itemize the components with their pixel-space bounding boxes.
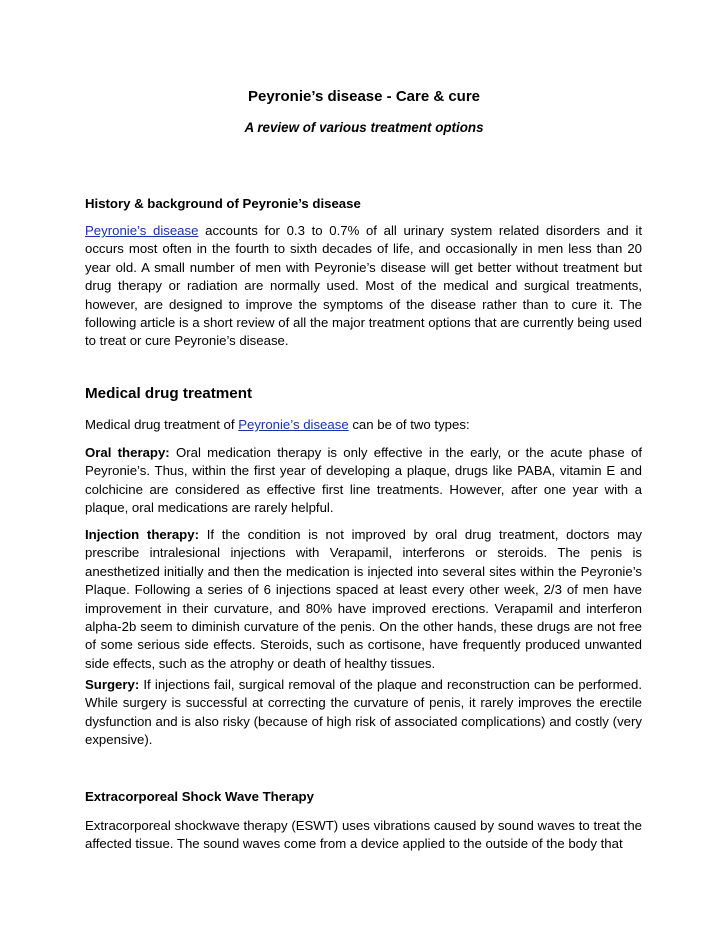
document-title: Peyronie’s disease - Care & cure bbox=[247, 88, 481, 105]
injection-therapy-label: Injection therapy: bbox=[85, 527, 199, 542]
peyronies-disease-link[interactable]: Peyronie’s disease bbox=[85, 223, 199, 238]
history-heading: History & background of Peyronie’s disease bbox=[85, 196, 361, 211]
surgery-text: If injections fail, surgical removal of the plaque and reconstruction can be performed. While surgery is successful at correcting the curvature of penis, it rarely improves the erectile dysfunction and is also risky (because of high risk of associated complications) and costly (very expensive). bbox=[85, 677, 642, 748]
injection-therapy-paragraph bbox=[85, 526, 642, 673]
peyronies-disease-link-2[interactable]: Peyronie’s disease bbox=[238, 417, 349, 432]
eswt-paragraph: Extracorporeal shockwave therapy (ESWT) uses vibrations caused by sound waves to treat the affected tissue. The sound waves come from a device applied to the outside of the body that bbox=[85, 818, 642, 852]
medical-intro-paragraph bbox=[85, 416, 642, 434]
medical-heading: Medical drug treatment bbox=[85, 385, 253, 402]
oral-therapy-text: Oral medication therapy is only effective in the early, or the acute phase of Peyronie’s. Thus, within the first year of developing a plaque, drugs like PABA, vitamin E and colchicine are considered as effective first line treatments. However, after one year with a plaque, oral medications are rarely helpful. bbox=[85, 445, 642, 516]
surgery-paragraph bbox=[85, 676, 642, 750]
oral-therapy-label: Oral therapy: bbox=[85, 445, 170, 460]
history-body-text: accounts for 0.3 to 0.7% of all urinary system related disorders and it occurs most often in the fourth to sixth decades of life, and occasionally in men less than 20 year old. A small number of men with Peyronie’s disease will get better without treatment but drug therapy or radiation are normally used. Most of the medical and surgical treatments, however, are designed to improve the symptoms of the disease rather than to cure it. The following article is a short review of all the major treatment options that are currently being used to treat or cure Peyronie’s disease. bbox=[85, 223, 642, 349]
oral-therapy-paragraph bbox=[85, 444, 642, 518]
history-paragraph bbox=[85, 222, 642, 351]
medical-intro-before: Medical drug treatment of bbox=[85, 417, 239, 432]
document-subtitle: A review of various treatment options bbox=[244, 120, 484, 135]
injection-therapy-text: If the condition is not improved by oral drug treatment, doctors may prescribe intralesional injections with Verapamil, interferons or steroids. The penis is anesthetized initially and then the medication is injected into several sites within the Peyronie’s Plaque. Following a series of 6 injections spaced at least every other week, 2/3 of men have improvement in their curvature, and 80% have improved erections. Verapamil and interferon alpha-2b seem to diminish curvature of the penis. On the other hands, these drugs are not free of some serious side effects. Steroids, such as cortisone, have frequently produced unwanted side effects, such as the atrophy or death of healthy tissues. bbox=[85, 527, 642, 671]
eswt-heading: Extracorporeal Shock Wave Therapy bbox=[85, 789, 314, 804]
medical-intro-after: can be of two types: bbox=[348, 417, 470, 432]
surgery-label: Surgery: bbox=[85, 677, 140, 692]
